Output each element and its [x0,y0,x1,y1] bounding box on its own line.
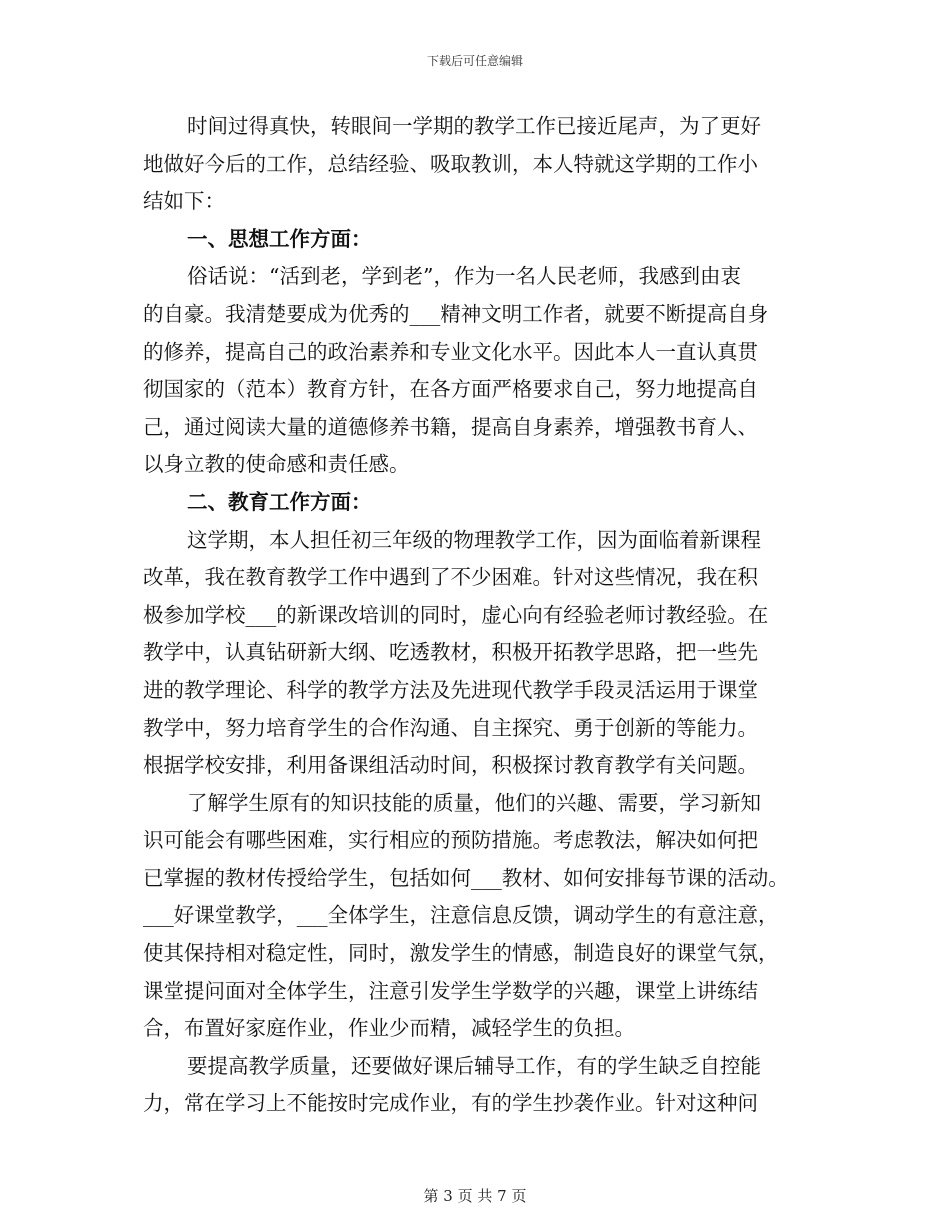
paragraph-line: 已掌握的教材传授给学生，包括如何___教材、如何安排每节课的活动。 [143,865,789,890]
page-header: 下载后可任意编辑 [426,54,523,68]
paragraph-line: 俗话说：“活到老，学到老”，作为一名人民老师，我感到由衷 [187,264,741,289]
paragraph-line: 力，常在学习上不能按时完成作业，有的学生抄袭作业。针对这种问 [143,1091,758,1116]
paragraph-line: 进的教学理论、科学的教学方法及先进现代教学手段灵活运用于课堂 [143,677,758,702]
paragraph-line: 的修养，提高自己的政治素养和专业文化水平。因此本人一直认真贯 [143,339,758,364]
paragraph-line: 合，布置好家庭作业，作业少而精，减轻学生的负担。 [143,1016,635,1041]
paragraph-line: 了解学生原有的知识技能的质量，他们的兴趣、需要，学习新知 [187,790,761,815]
paragraph-line: 要提高教学质量，还要做好课后辅导工作，有的学生缺乏自控能 [187,1053,761,1078]
paragraph-line: 课堂提问面对全体学生，注意引发学生学数学的兴趣，课堂上讲练结 [143,978,758,1003]
paragraph-line: 教学中，努力培育学生的合作沟通、自主探究、勇于创新的等能力。 [143,715,758,740]
paragraph-line: 改革，我在教育教学工作中遇到了不少困难。针对这些情况，我在积 [143,565,758,590]
page-footer: 第 3 页 共 7 页 [423,1187,527,1205]
section-heading: 二、教育工作方面： [187,489,372,514]
paragraph-line: 彻国家的（范本）教育方针，在各方面严格要求自己，努力地提高自 [143,377,758,402]
paragraph-line: 的自豪。我清楚要成为优秀的___精神文明工作者，就要不断提高自身 [143,301,769,326]
document-body [143,108,823,1123]
paragraph-line: 极参加学校___的新课改培训的同时，虚心向有经验老师讨教经验。在 [143,602,769,627]
paragraph-line: 使其保持相对稳定性，同时，激发学生的情感，制造良好的课堂气氛， [143,941,779,966]
paragraph-line: 这学期，本人担任初三年级的物理教学工作，因为面临着新课程 [187,527,761,552]
section-heading: 一、思想工作方面： [187,226,372,251]
paragraph-line: 地做好今后的工作，总结经验、吸取教训，本人特就这学期的工作小 [143,151,758,176]
paragraph-line: 根据学校安排，利用备课组活动时间，积极探讨教育教学有关问题。 [143,753,758,778]
paragraph-line: 以身立教的使命感和责任感。 [143,452,410,477]
paragraph-line: 识可能会有哪些困难，实行相应的预防措施。考虑教法，解决如何把 [143,828,758,853]
paragraph-line: ___好课堂教学，___全体学生，注意信息反馈，调动学生的有意注意， [143,903,779,928]
paragraph-line: 时间过得真快，转眼间一学期的教学工作已接近尾声，为了更好 [187,114,761,138]
paragraph-line: 结如下： [143,189,225,214]
paragraph-line: 教学中，认真钻研新大纲、吃透教材，积极开拓教学思路，把一些先 [143,640,758,665]
paragraph-line: 己，通过阅读大量的道德修养书籍，提高自身素养，增强教书育人、 [143,414,758,439]
